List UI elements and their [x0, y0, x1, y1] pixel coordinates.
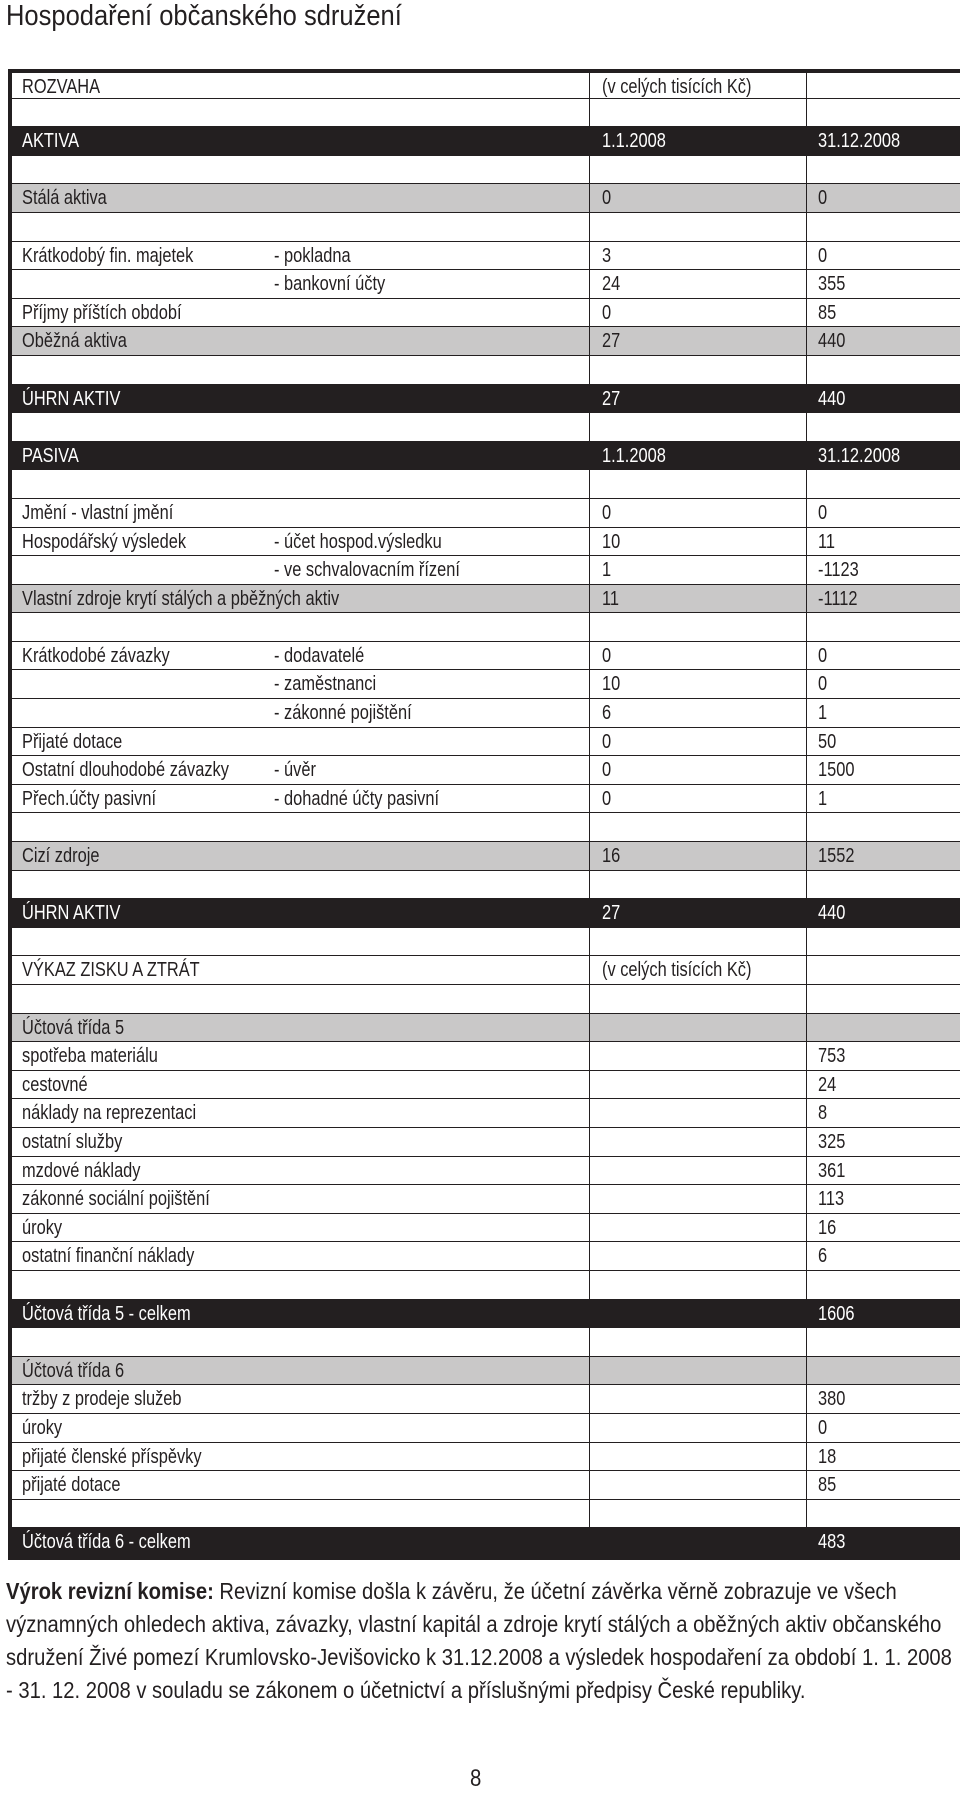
column-divider: [806, 1500, 807, 1528]
column-divider: [806, 956, 807, 984]
column-divider: [589, 413, 590, 441]
table-cell-c1: Vlastní zdroje krytí stálých a pběžných aktiv: [22, 587, 340, 610]
table-row: [12, 155, 960, 184]
column-divider: [589, 985, 590, 1013]
statement-label: Výrok revizní komise:: [6, 1578, 214, 1604]
table-row: [12, 755, 960, 784]
column-divider: [806, 728, 807, 756]
table-cell-c3: 0: [602, 759, 612, 782]
table-cell-c2: - zaměstnanci: [274, 673, 377, 696]
column-divider: [589, 1328, 590, 1356]
table-cell-c1: Oběžná aktiva: [22, 330, 127, 353]
column-divider: [589, 442, 590, 470]
table-cell-c1: PASIVA: [22, 444, 79, 467]
table-row: [12, 69, 960, 98]
table-cell-c3: 1.1.2008: [602, 444, 666, 467]
table-row: [12, 641, 960, 670]
column-divider: [806, 156, 807, 184]
column-divider: [806, 1328, 807, 1356]
table-row: [12, 1384, 960, 1413]
table-cell-c4: 1606: [818, 1302, 855, 1325]
table-cell-c4: 85: [818, 301, 837, 324]
table-row: [12, 955, 960, 984]
table-cell-c3: 1: [602, 559, 612, 582]
table-cell-c4: 325: [818, 1130, 846, 1153]
column-divider: [806, 1300, 807, 1328]
column-divider: [806, 642, 807, 670]
table-cell-c4: 16: [818, 1216, 837, 1239]
table-cell-c1: Účtová třída 6: [22, 1359, 125, 1382]
table-cell-c3: 0: [602, 301, 612, 324]
column-divider: [589, 699, 590, 727]
table-cell-c4: 0: [818, 673, 828, 696]
table-row: [12, 870, 960, 899]
column-divider: [806, 813, 807, 841]
column-divider: [589, 585, 590, 613]
table-cell-c1: náklady na reprezentaci: [22, 1102, 197, 1125]
column-divider: [806, 1157, 807, 1185]
column-divider: [806, 356, 807, 384]
column-divider: [589, 184, 590, 212]
table-cell-c1: ostatní finanční náklady: [22, 1245, 195, 1268]
table-cell-c4: 8: [818, 1102, 828, 1125]
table-cell-c1: cestovné: [22, 1073, 88, 1096]
table-cell-c4: 483: [818, 1531, 846, 1554]
column-divider: [589, 813, 590, 841]
table-row: [12, 727, 960, 756]
column-divider: [806, 899, 807, 927]
table-row: [12, 183, 960, 212]
table-row: [12, 241, 960, 270]
table-cell-c4: 380: [818, 1388, 846, 1411]
table-cell-c2: - účet hospod.výsledku: [274, 530, 442, 553]
column-divider: [589, 356, 590, 384]
column-divider: [589, 842, 590, 870]
column-divider: [589, 613, 590, 641]
table-cell-c1: Přech.účty pasivní: [22, 787, 157, 810]
table-row: [12, 841, 960, 870]
column-divider: [806, 556, 807, 584]
column-divider: [589, 728, 590, 756]
table-cell-c4: 50: [818, 730, 837, 753]
table-cell-c4: 0: [818, 501, 828, 524]
table-cell-c4: 440: [818, 330, 846, 353]
table-cell-c4: 355: [818, 273, 846, 296]
table-cell-c2: - úvěr: [274, 759, 316, 782]
table-row: [12, 669, 960, 698]
page-number: 8: [470, 1765, 482, 1792]
table-cell-c3: 1.1.2008: [602, 130, 666, 153]
table-cell-c1: Krátkodobý fin. majetek: [22, 244, 194, 267]
table-cell-c3: 10: [602, 673, 621, 696]
column-divider: [589, 1300, 590, 1328]
table-row: [12, 1442, 960, 1471]
column-divider: [806, 73, 807, 98]
table-cell-c1: přijaté členské příspěvky: [22, 1445, 202, 1468]
column-divider: [589, 99, 590, 127]
table-row: [12, 1413, 960, 1442]
table-cell-c1: Krátkodobé závazky: [22, 644, 170, 667]
column-divider: [806, 1071, 807, 1099]
column-divider: [806, 1242, 807, 1270]
column-divider: [806, 699, 807, 727]
table-row: [12, 527, 960, 556]
table-row: [12, 1098, 960, 1127]
column-divider: [589, 156, 590, 184]
table-cell-c4: 0: [818, 187, 828, 210]
table-cell-c1: Stálá aktiva: [22, 187, 107, 210]
table-cell-c1: spotřeba materiálu: [22, 1045, 158, 1068]
column-divider: [589, 785, 590, 813]
table-cell-c1: VÝKAZ ZISKU A ZTRÁT: [22, 959, 200, 982]
table-cell-c4: 113: [818, 1188, 845, 1211]
column-divider: [589, 1528, 590, 1556]
table-cell-c4: 440: [818, 902, 846, 925]
table-row: [12, 984, 960, 1013]
table-row: [12, 1013, 960, 1042]
table-row: [12, 1270, 960, 1299]
table-cell-c3: 0: [602, 501, 612, 524]
table-cell-c1: ÚHRN AKTIV: [22, 902, 121, 925]
column-divider: [806, 385, 807, 413]
table-row: [12, 1070, 960, 1099]
table-cell-c1: Jmění - vlastní jmění: [22, 501, 174, 524]
table-cell-c1: Cizí zdroje: [22, 845, 100, 868]
table-cell-c4: 0: [818, 1416, 828, 1439]
column-divider: [806, 528, 807, 556]
table-row: [12, 1241, 960, 1270]
table-cell-c3: (v celých tisících Kč): [602, 76, 752, 98]
column-divider: [589, 1443, 590, 1471]
table-cell-c3: 0: [602, 644, 612, 667]
column-divider: [589, 270, 590, 298]
column-divider: [589, 299, 590, 327]
table-cell-c2: - bankovní účty: [274, 273, 386, 296]
table-row: [12, 326, 960, 355]
column-divider: [589, 1071, 590, 1099]
column-divider: [589, 1014, 590, 1042]
table-cell-c1: Hospodářský výsledek: [22, 530, 187, 553]
table-cell-c1: Přijaté dotace: [22, 730, 123, 753]
column-divider: [806, 99, 807, 127]
column-divider: [589, 1099, 590, 1127]
table-cell-c3: 16: [602, 845, 621, 868]
statement-text: Revizní komise došla k závěru, že účetní závěrka věrně zobrazuje ve všech významných ohledech aktiva, závazky, vlastní kapitál a zdroje krytí stálých a oběžných aktiv občanského sdružení Živé pomezí Krumlovsko-Jevišovicko k 31.12.2008 a výsledek hospodaření za období 1. 1. 2008 - 31. 12. 2008 v souladu se zákonem o účetnictví a příslušnými předpisy České republiky.: [6, 1578, 952, 1703]
table-cell-c2: - dodavatelé: [274, 644, 365, 667]
table-cell-c4: 18: [818, 1445, 837, 1468]
table-cell-c3: 27: [602, 387, 621, 410]
table-cell-c1: tržby z prodeje služeb: [22, 1388, 182, 1411]
column-divider: [806, 1443, 807, 1471]
column-divider: [806, 1471, 807, 1499]
column-divider: [589, 1414, 590, 1442]
table-cell-c2: - ve schvalovacním řízení: [274, 559, 460, 582]
table-row: [12, 1213, 960, 1242]
table-cell-c4: 0: [818, 644, 828, 667]
table-row: [12, 612, 960, 641]
column-divider: [589, 127, 590, 155]
column-divider: [589, 1214, 590, 1242]
table-cell-c1: přijaté dotace: [22, 1474, 121, 1497]
column-divider: [806, 756, 807, 784]
column-divider: [806, 1528, 807, 1556]
table-row: [12, 555, 960, 584]
column-divider: [806, 985, 807, 1013]
table-cell-c1: ostatní služby: [22, 1130, 123, 1153]
table-cell-c4: 1500: [818, 759, 855, 782]
table-row: [12, 898, 960, 927]
column-divider: [806, 327, 807, 355]
column-divider: [589, 1385, 590, 1413]
table-row: [12, 1184, 960, 1213]
table-row: [12, 441, 960, 470]
table-row: [12, 384, 960, 413]
table-cell-c1: Účtová třída 6 - celkem: [22, 1531, 191, 1554]
column-divider: [806, 1385, 807, 1413]
table-cell-c2: - dohadné účty pasivní: [274, 787, 440, 810]
table-cell-c4: 85: [818, 1474, 837, 1497]
column-divider: [806, 613, 807, 641]
table-row: [12, 1127, 960, 1156]
table-row: [12, 126, 960, 155]
column-divider: [589, 1471, 590, 1499]
column-divider: [589, 73, 590, 98]
table-cell-c3: (v celých tisících Kč): [602, 959, 752, 982]
table-row: [12, 412, 960, 441]
table-cell-c1: úroky: [22, 1416, 63, 1439]
table-row: [12, 927, 960, 956]
column-divider: [806, 1357, 807, 1385]
table-cell-c1: zákonné sociální pojištění: [22, 1188, 210, 1211]
table-row: [12, 1356, 960, 1385]
table-cell-c1: úroky: [22, 1216, 63, 1239]
column-divider: [589, 928, 590, 956]
audit-committee-statement: [6, 1575, 952, 1707]
table-cell-c4: -1123: [818, 559, 859, 582]
table-cell-c3: 10: [602, 530, 621, 553]
column-divider: [589, 1242, 590, 1270]
column-divider: [806, 1271, 807, 1299]
table-row: [12, 784, 960, 813]
column-divider: [806, 871, 807, 899]
column-divider: [806, 213, 807, 241]
table-row: [12, 469, 960, 498]
table-cell-c3: 24: [602, 273, 621, 296]
table-cell-c2: - pokladna: [274, 244, 351, 267]
column-divider: [806, 1042, 807, 1070]
table-row: [12, 698, 960, 727]
table-cell-c4: 31.12.2008: [818, 130, 901, 153]
table-cell-c4: 0: [818, 244, 828, 267]
column-divider: [589, 1271, 590, 1299]
table-row: [12, 98, 960, 127]
page-title: Hospodaření občanského sdružení: [6, 0, 402, 32]
table-cell-c4: 1552: [818, 845, 855, 868]
column-divider: [806, 928, 807, 956]
table-cell-c4: 440: [818, 387, 846, 410]
column-divider: [589, 1357, 590, 1385]
table-cell-c3: 0: [602, 187, 612, 210]
table-cell-c3: 11: [602, 587, 620, 610]
column-divider: [589, 670, 590, 698]
column-divider: [589, 871, 590, 899]
column-divider: [589, 756, 590, 784]
column-divider: [806, 127, 807, 155]
table-row: [12, 1299, 960, 1328]
column-divider: [806, 413, 807, 441]
column-divider: [589, 327, 590, 355]
table-cell-c4: 6: [818, 1245, 828, 1268]
table-cell-c3: 6: [602, 702, 612, 725]
column-divider: [806, 470, 807, 498]
column-divider: [806, 785, 807, 813]
table-cell-c4: 1: [818, 787, 828, 810]
column-divider: [589, 470, 590, 498]
table-cell-c4: 24: [818, 1073, 837, 1096]
table-row: [12, 355, 960, 384]
table-cell-c4: 31.12.2008: [818, 444, 901, 467]
table-cell-c4: -1112: [818, 587, 858, 610]
table-cell-c1: Účtová třída 5: [22, 1016, 125, 1039]
column-divider: [806, 670, 807, 698]
column-divider: [806, 842, 807, 870]
column-divider: [589, 556, 590, 584]
table-row: [12, 269, 960, 298]
table-cell-c4: 11: [818, 530, 836, 553]
table-cell-c2: - zákonné pojištění: [274, 702, 412, 725]
table-cell-c4: 361: [818, 1159, 846, 1182]
column-divider: [806, 299, 807, 327]
column-divider: [806, 499, 807, 527]
column-divider: [589, 1042, 590, 1070]
table-row: [12, 298, 960, 327]
column-divider: [806, 1099, 807, 1127]
column-divider: [589, 1185, 590, 1213]
table-row: [12, 1499, 960, 1528]
column-divider: [589, 642, 590, 670]
table-row: [12, 212, 960, 241]
column-divider: [806, 442, 807, 470]
table-row: [12, 498, 960, 527]
column-divider: [806, 1214, 807, 1242]
table-cell-c3: 0: [602, 730, 612, 753]
column-divider: [589, 242, 590, 270]
column-divider: [589, 213, 590, 241]
table-row: [12, 1327, 960, 1356]
table-cell-c3: 27: [602, 902, 621, 925]
column-divider: [806, 1128, 807, 1156]
column-divider: [806, 184, 807, 212]
column-divider: [806, 1185, 807, 1213]
column-divider: [806, 1014, 807, 1042]
table-cell-c3: 0: [602, 787, 612, 810]
table-cell-c4: 753: [818, 1045, 846, 1068]
column-divider: [589, 528, 590, 556]
column-divider: [589, 1500, 590, 1528]
column-divider: [589, 1128, 590, 1156]
column-divider: [589, 499, 590, 527]
table-cell-c3: 3: [602, 244, 612, 267]
column-divider: [806, 270, 807, 298]
table-cell-c1: ÚHRN AKTIV: [22, 387, 121, 410]
table-cell-c3: 27: [602, 330, 621, 353]
column-divider: [589, 956, 590, 984]
table-cell-c4: 1: [818, 702, 828, 725]
financial-statement-table: [8, 69, 960, 1560]
table-cell-c1: AKTIVA: [22, 130, 80, 153]
table-row: [12, 1041, 960, 1070]
column-divider: [589, 385, 590, 413]
column-divider: [806, 1414, 807, 1442]
table-row: [12, 1470, 960, 1499]
column-divider: [806, 585, 807, 613]
table-row: [12, 812, 960, 841]
table-cell-c1: Ostatní dlouhodobé závazky: [22, 759, 229, 782]
table-row: [12, 584, 960, 613]
column-divider: [589, 899, 590, 927]
table-cell-c1: Příjmy příštích období: [22, 301, 182, 324]
table-row: [12, 1527, 960, 1556]
table-cell-c1: mzdové náklady: [22, 1159, 141, 1182]
column-divider: [589, 1157, 590, 1185]
table-cell-c1: Účtová třída 5 - celkem: [22, 1302, 191, 1325]
column-divider: [806, 242, 807, 270]
table-cell-c1: ROZVAHA: [22, 76, 101, 98]
table-row: [12, 1156, 960, 1185]
